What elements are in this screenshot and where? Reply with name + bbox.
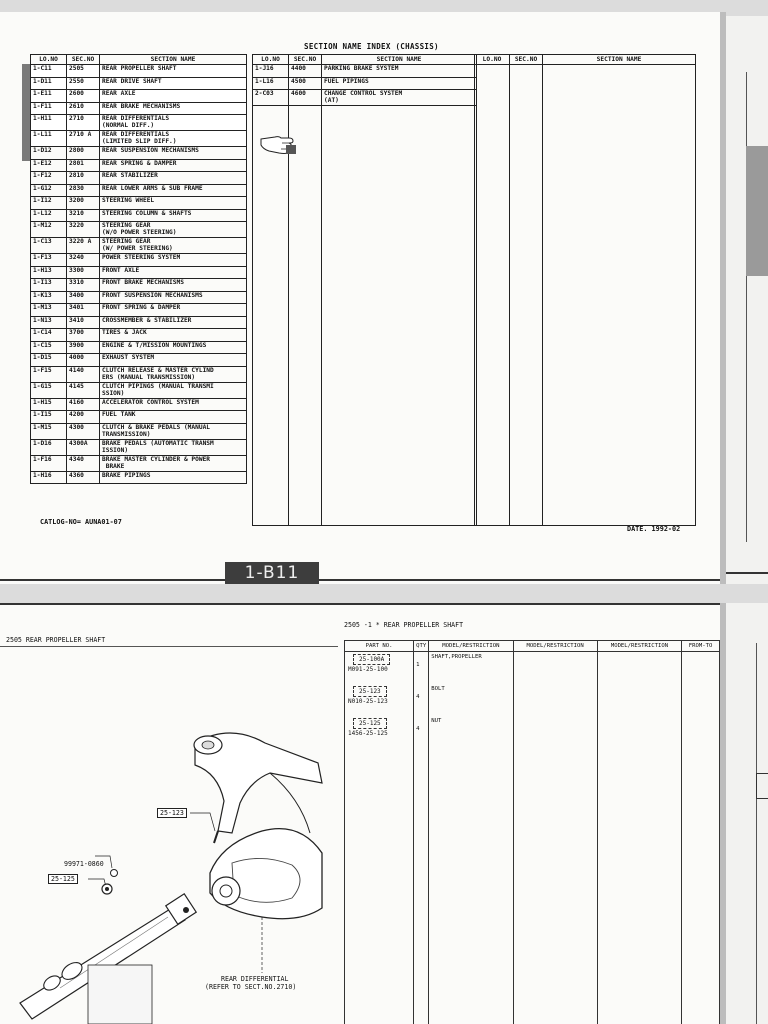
section-name [100, 455, 247, 471]
section-name-line: FUEL TANK [102, 411, 136, 418]
section-name [100, 238, 247, 254]
sec-no: 4160 [67, 398, 100, 411]
part-entry [347, 716, 411, 748]
section-name [100, 411, 247, 424]
part-number: N010-25-123 [348, 698, 388, 705]
index-row [31, 354, 247, 367]
part-number: 1456-25-125 [348, 730, 388, 737]
col-model-3: MODEL/RESTRICTION [597, 641, 681, 652]
sec-no: 3700 [67, 329, 100, 342]
lo-no: 1-M13 [31, 304, 67, 317]
sec-no: 2810 [67, 172, 100, 185]
index-table-right [474, 54, 696, 526]
part-entry [347, 652, 411, 684]
lo-no: 1-F15 [31, 366, 67, 382]
col-section-name: SECTION NAME [543, 55, 696, 65]
section-name-line: FRONT AXLE [102, 266, 140, 274]
index-row [31, 172, 247, 185]
lo-no: 1-E12 [31, 159, 67, 172]
section-name [100, 316, 247, 329]
sec-no: 4360 [67, 471, 100, 484]
section-name-line: FUEL PIPINGS [324, 77, 369, 85]
sec-no: 3900 [67, 341, 100, 354]
section-name-line: (LIMITED SLIP DIFF.) [102, 138, 177, 145]
lo-no: 1-N13 [31, 316, 67, 329]
lo-no: 1-H13 [31, 266, 67, 279]
section-name [100, 423, 247, 439]
qty-value: 4 [416, 694, 420, 700]
parts-header: 2505 -1 * REAR PROPELLER SHAFT [344, 621, 464, 629]
sec-no: 2800 [67, 147, 100, 160]
index-title: SECTION NAME INDEX (CHASSIS) [304, 42, 439, 51]
part-description: SHAFT,PROPELLER [431, 654, 482, 660]
section-name-line: REAR STABILIZER [102, 172, 158, 179]
sec-no: 4500 [289, 77, 322, 90]
lo-no: 1-G12 [31, 184, 67, 197]
section-name-line: STEERING GEAR [102, 222, 151, 229]
section-name [100, 266, 247, 279]
section-name [100, 439, 247, 455]
lo-no: 1-D11 [31, 77, 67, 90]
sec-no: 3401 [67, 304, 100, 317]
index-table-middle [252, 54, 477, 526]
adjacent-page-bottom [726, 603, 768, 1024]
section-name [100, 197, 247, 210]
section-name-line: ENGINE & T/MISSION MOUNTINGS [102, 341, 207, 349]
section-name [100, 279, 247, 292]
col-qty: QTY [414, 641, 429, 652]
section-name [322, 90, 477, 106]
section-name [100, 222, 247, 238]
col-from-to: FROM-TO [682, 641, 720, 652]
parts-list-page [338, 603, 720, 1024]
index-row [31, 329, 247, 342]
section-name-line: CLUTCH RELEASE & MASTER CYLIND [102, 366, 214, 374]
sec-no: 2505 [67, 65, 100, 78]
section-name-line: STEERING COLUMN & SHAFTS [102, 209, 192, 217]
lo-no: 1-F13 [31, 254, 67, 267]
sec-no: 3220 [67, 222, 100, 238]
section-name [322, 65, 477, 78]
lo-no: 1-F11 [31, 102, 67, 115]
lo-no: 1-H15 [31, 398, 67, 411]
section-name-line: POWER STEERING SYSTEM [102, 254, 181, 261]
index-row [31, 366, 247, 382]
section-name [100, 304, 247, 317]
callout-rear-differential: REAR DIFFERENTIAL [221, 975, 289, 983]
section-name [100, 77, 247, 90]
highlight-marker [22, 64, 30, 161]
index-row [31, 423, 247, 439]
section-name-line: REAR AXLE [102, 90, 136, 97]
description-column [429, 652, 513, 1024]
lo-no: 1-M15 [31, 423, 67, 439]
index-row [31, 291, 247, 304]
index-row [31, 382, 247, 398]
parts-table [344, 640, 720, 1024]
col-part-no: PART NO. [345, 641, 414, 652]
sec-no: 4400 [289, 65, 322, 78]
sec-no: 2830 [67, 184, 100, 197]
col-section-name: SECTION NAME [322, 55, 477, 65]
col-sec-no: SEC.NO [67, 55, 100, 65]
index-row [31, 184, 247, 197]
section-name-line: STEERING GEAR [102, 238, 151, 245]
section-name-line: REAR DIFFERENTIALS [102, 131, 170, 138]
index-row [31, 159, 247, 172]
sec-no: 2550 [67, 77, 100, 90]
part-description: BOLT [431, 686, 445, 692]
index-row [31, 411, 247, 424]
lo-no: 1-J16 [253, 65, 289, 78]
section-name [100, 209, 247, 222]
section-name-line: ACCELERATOR CONTROL SYSTEM [102, 398, 199, 406]
section-name-line: CROSSMEMBER & STABILIZER [102, 316, 192, 324]
section-name [100, 172, 247, 185]
part-ref: 25-125 [353, 718, 387, 729]
lo-no: 1-I15 [31, 411, 67, 424]
qty-value: 1 [416, 662, 420, 668]
lo-no: 1-H11 [31, 115, 67, 131]
index-row [31, 209, 247, 222]
sec-no: 2801 [67, 159, 100, 172]
section-name [100, 65, 247, 78]
section-name-line: REAR SUSPENSION MECHANISMS [102, 147, 199, 154]
lo-no: 1-G15 [31, 382, 67, 398]
section-name [100, 131, 247, 147]
index-row [31, 197, 247, 210]
index-row [31, 131, 247, 147]
section-name-line: REAR SPRING & DAMPER [102, 159, 177, 167]
col-lo-no: LO.NO [253, 55, 289, 65]
catalog-number: CATLOG-NO= AUNA01-07 [40, 518, 122, 526]
col-sec-no: SEC.NO [289, 55, 322, 65]
index-row [31, 398, 247, 411]
section-name [100, 291, 247, 304]
section-name [100, 354, 247, 367]
lo-no: 1-I13 [31, 279, 67, 292]
lo-no: 1-E11 [31, 90, 67, 103]
sec-no: 3210 [67, 209, 100, 222]
sec-no: 4200 [67, 411, 100, 424]
section-name-line: BRAKE [102, 462, 125, 470]
index-row [31, 439, 247, 455]
adjacent-page-top [726, 16, 768, 584]
section-name-line: CLUTCH & BRAKE PEDALS (MANUAL [102, 423, 211, 431]
sec-no: 2710 [67, 115, 100, 131]
sec-no: 3240 [67, 254, 100, 267]
section-name-line: FRONT SUSPENSION MECHANISMS [102, 291, 203, 299]
lo-no: 1-D15 [31, 354, 67, 367]
section-name-line: (AT) [324, 97, 339, 104]
section-name [100, 184, 247, 197]
lo-no: 1-D12 [31, 147, 67, 160]
section-name [100, 147, 247, 160]
section-name-line: BRAKE PIPINGS [102, 471, 151, 479]
part-no-column [345, 652, 414, 1024]
index-row [31, 222, 247, 238]
index-row [31, 279, 247, 292]
index-row [31, 471, 247, 484]
lo-no: 1-F16 [31, 455, 67, 471]
index-table-left [30, 54, 247, 484]
col-lo-no: LO.NO [31, 55, 67, 65]
section-name [100, 366, 247, 382]
sec-no: 4000 [67, 354, 100, 367]
section-name [100, 254, 247, 267]
section-name-line: TRANSMISSION) [102, 430, 151, 438]
sec-no: 4300 [67, 423, 100, 439]
section-name-line: REAR DIFFERENTIALS [102, 115, 170, 122]
part-description: NUT [431, 718, 442, 724]
section-name-line: REAR DRIVE SHAFT [102, 77, 162, 85]
catalog-date: DATE. 1992-02 [627, 525, 681, 533]
section-name [100, 159, 247, 172]
sec-no: 3220 A [67, 238, 100, 254]
sec-no: 2610 [67, 102, 100, 115]
index-row [31, 455, 247, 471]
lo-no: 1-K13 [31, 291, 67, 304]
section-name [322, 77, 477, 90]
section-name-line: REAR LOWER ARMS & SUB FRAME [102, 184, 203, 192]
sec-no: 3410 [67, 316, 100, 329]
lo-no: 1-C14 [31, 329, 67, 342]
callout-25-123: 25-123 [157, 808, 187, 818]
index-row [31, 341, 247, 354]
lo-no: 1-L16 [253, 77, 289, 90]
section-name-line: ISSION) [102, 446, 129, 454]
section-name-line: EXHAUST SYSTEM [102, 354, 155, 361]
lo-no: 1-H16 [31, 471, 67, 484]
diagram-page [0, 603, 338, 1024]
qty-column [414, 652, 429, 1024]
sec-no: 4140 [67, 366, 100, 382]
section-index-page [0, 12, 722, 584]
part-ref: 25-100A [353, 654, 390, 665]
index-row [31, 304, 247, 317]
callout-99971-0860: 99971-0860 [64, 860, 104, 868]
qty-value: 4 [416, 726, 420, 732]
col-model-2: MODEL/RESTRICTION [513, 641, 597, 652]
lo-no: 2-C03 [253, 90, 289, 106]
sec-no: 3200 [67, 197, 100, 210]
callout-refer-sect: (REFER TO SECT.NO.2710) [205, 983, 297, 991]
lo-no: 1-C13 [31, 238, 67, 254]
col-model-1: MODEL/RESTRICTION [429, 641, 513, 652]
section-name-line: BRAKE MASTER CYLINDER & POWER [102, 455, 211, 463]
sec-no: 3300 [67, 266, 100, 279]
col-sec-no: SEC.NO [510, 55, 543, 65]
section-name [100, 341, 247, 354]
lo-no: 1-L12 [31, 209, 67, 222]
sec-no: 4600 [289, 90, 322, 106]
lo-no: 1-M12 [31, 222, 67, 238]
section-name-line: REAR BRAKE MECHANISMS [102, 102, 181, 110]
sec-no: 3310 [67, 279, 100, 292]
section-name [100, 382, 247, 398]
index-row [253, 77, 477, 90]
section-name [100, 329, 247, 342]
index-row [31, 77, 247, 90]
section-name-line: STEERING WHEEL [102, 197, 155, 204]
sec-no: 3400 [67, 291, 100, 304]
index-row [31, 266, 247, 279]
lo-no: 1-C15 [31, 341, 67, 354]
diagram-header: 2505 REAR PROPELLER SHAFT [6, 636, 106, 644]
index-row [31, 65, 247, 78]
page-bottom-rule [0, 579, 722, 581]
index-row [31, 238, 247, 254]
callout-25-125: 25-125 [48, 874, 78, 884]
section-name-line: (W/O POWER STEERING) [102, 229, 177, 236]
part-entry [347, 684, 411, 716]
sec-no: 2600 [67, 90, 100, 103]
section-name-line: FRONT BRAKE MECHANISMS [102, 279, 184, 286]
pointing-hand-icon [259, 129, 299, 157]
lo-no: 1-C11 [31, 65, 67, 78]
part-number: M091-25-100 [348, 666, 388, 673]
section-name-line: FRONT SPRING & DAMPER [102, 304, 181, 311]
section-name-line: CHANGE CONTROL SYSTEM [324, 90, 403, 97]
lo-no: 1-L11 [31, 131, 67, 147]
col-lo-no: LO.NO [475, 55, 510, 65]
index-row [253, 65, 477, 78]
section-name-line: BRAKE PEDALS (AUTOMATIC TRANSM [102, 439, 214, 447]
section-name-line: TIRES & JACK [102, 329, 147, 336]
section-name-line: SSION) [102, 389, 125, 397]
section-name [100, 90, 247, 103]
section-name-line: CLUTCH PIPINGS (MANUAL TRANSMI [102, 382, 214, 390]
sec-no: 4145 [67, 382, 100, 398]
col-section-name: SECTION NAME [100, 55, 247, 65]
index-row [31, 316, 247, 329]
section-name-line: ERS (MANUAL TRANSMISSION) [102, 373, 196, 381]
section-name-line: PARKING BRAKE SYSTEM [324, 65, 399, 72]
lo-no: 1-I12 [31, 197, 67, 210]
index-row [31, 115, 247, 131]
section-name [100, 398, 247, 411]
lo-no: 1-D16 [31, 439, 67, 455]
page-badge: 1-B11 [225, 562, 319, 584]
index-row [31, 254, 247, 267]
sec-no: 2710 A [67, 131, 100, 147]
lo-no: 1-F12 [31, 172, 67, 185]
sec-no: 4300A [67, 439, 100, 455]
section-name [100, 471, 247, 484]
section-name [100, 115, 247, 131]
index-row [31, 102, 247, 115]
section-name [100, 102, 247, 115]
section-name-line: (W/ POWER STEERING) [102, 245, 173, 252]
part-ref: 25-123 [353, 686, 387, 697]
section-name-line: (NORMAL DIFF.) [102, 122, 155, 129]
index-row [31, 90, 247, 103]
index-row [31, 147, 247, 160]
section-name-line: REAR PROPELLER SHAFT [102, 65, 177, 72]
index-row [253, 90, 477, 106]
sec-no: 4340 [67, 455, 100, 471]
